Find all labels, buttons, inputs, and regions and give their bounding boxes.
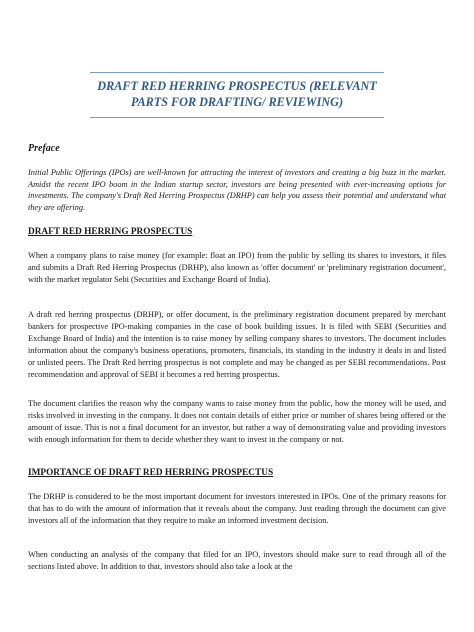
- title-bottom-rule: [90, 117, 384, 118]
- paragraph: The document clarifies the reason why the company wants to raise money from the public, how the money will be used, and risks involved in investing in the company. It does not contain details of either price or number of shares being offered or the amount of issue. This is not a final document for an investor, but rather a way of demonstrating value and providing investors with enough information for them to decide whether they want to invest in the company or not.: [28, 399, 446, 444]
- title-top-rule: [90, 72, 384, 73]
- preface-heading: Preface: [28, 143, 60, 154]
- section-heading-drhp: DRAFT RED HERRING PROSPECTUS: [28, 227, 193, 237]
- paragraph: When a company plans to raise money (for example: float an IPO) from the public by selling its shares to investors, it files and submits a Draft Red Herring Prospectus (DRHP), also known as 'offer document' or 'preliminary registration document', with the market regulator Sebi (Securities and Exchange Board of India).: [28, 251, 446, 284]
- section-heading-importance: IMPORTANCE OF DRAFT RED HERRING PROSPECTUS: [28, 468, 274, 478]
- document-title: DRAFT RED HERRING PROSPECTUS (RELEVANT PARTS FOR DRAFTING/ REVIEWING): [97, 79, 377, 109]
- preface-paragraph: Initial Public Offerings (IPOs) are well-known for attracting the interest of investors and creating a big buzz in the market. Amidst the recent IPO boom in the Indian startup sector, investors are being presented with ever-increasing options for investments. The company's Draft Red Herring Prospectus (DRHP) can help you assess their potential and understand what they are offering.: [28, 168, 446, 212]
- paragraph: A draft red herring prospectus (DRHP), or offer document, is the preliminary registration document prepared by merchant bankers for prospective IPO-making companies in the case of book building issues. It is filed with SEBI (Securities and Exchange Board of India) and the intention is to raise money by selling company shares to investors. The document includes information about the company's business operations, promoters, financials, its standing in the industry it deals in and listed or unlisted peers. The Draft Red herring prospectus is not complete and may be changed as per SEBI recommendations. Post recommendation and approval of SEBI it becomes a red herring prospectus.: [28, 310, 446, 379]
- paragraph: The DRHP is considered to be the most important document for investors interested in IPOs. One of the primary reasons for that has to do with the amount of information that it reveals about the company. Just reading through the document can give investors all of the information that they require to make an informed investment decision.: [28, 492, 446, 525]
- paragraph: When conducting an analysis of the company that filed for an IPO, investors should make sure to read through all of the sections listed above. In addition to that, investors should also take a look at the: [28, 550, 446, 571]
